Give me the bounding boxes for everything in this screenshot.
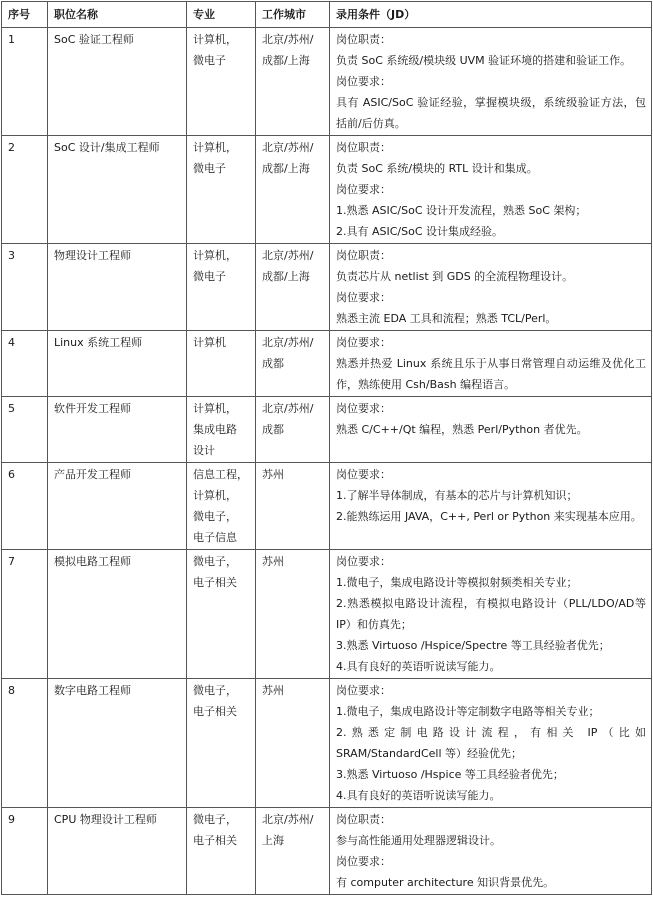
row-number: 4 [2, 331, 48, 397]
city-line: 苏州 [262, 684, 284, 697]
job-city [256, 244, 330, 331]
job-conditions [330, 136, 652, 244]
job-city [256, 397, 330, 463]
major-line: 微电子， [193, 813, 237, 826]
row-number: 3 [2, 244, 48, 331]
job-city [256, 331, 330, 397]
condition-line: 岗位要求： [336, 75, 391, 88]
major-line: 微电子， [193, 510, 237, 523]
major-line: 计算机， [193, 249, 237, 262]
table-row [2, 679, 652, 808]
condition-line: 岗位职责： [336, 249, 391, 262]
condition-line: 熟悉 C/C++/Qt 编程，熟悉 Perl/Python 者优先。 [336, 423, 588, 436]
job-major [187, 136, 256, 244]
major-line: 设计 [193, 444, 215, 457]
job-major [187, 808, 256, 895]
city-line: 北京/苏州/ [262, 336, 314, 349]
city-line: 北京/苏州/ [262, 813, 314, 826]
city-line: 北京/苏州/ [262, 33, 314, 46]
condition-line: 负责 SoC 系统级/模块级 UVM 验证环境的搭建和验证工作。 [336, 54, 632, 67]
job-table [1, 1, 652, 895]
major-line: 微电子， [193, 684, 237, 697]
major-line: 信息工程， [193, 468, 248, 481]
job-city [256, 808, 330, 895]
row-number: 2 [2, 136, 48, 244]
city-line: 苏州 [262, 468, 284, 481]
city-line: 北京/苏州/ [262, 402, 314, 415]
row-number: 7 [2, 550, 48, 679]
major-line: 计算机， [193, 141, 237, 154]
table-header-row [2, 2, 652, 28]
condition-line: 2.具有 ASIC/SoC 设计集成经验。 [336, 225, 504, 238]
table-row [2, 550, 652, 679]
major-line: 计算机， [193, 402, 237, 415]
condition-line: 1.微电子，集成电路设计等定制数字电路等相关专业； [336, 705, 600, 718]
table-row [2, 397, 652, 463]
header-major: 专业 [187, 2, 256, 28]
job-conditions [330, 331, 652, 397]
job-city [256, 550, 330, 679]
job-city [256, 463, 330, 550]
job-major [187, 331, 256, 397]
city-line: 成都/上海 [262, 54, 310, 67]
condition-line: 岗位职责： [336, 33, 391, 46]
condition-line: 岗位要求： [336, 855, 391, 868]
major-line: 电子相关 [193, 576, 237, 589]
job-conditions [330, 28, 652, 136]
job-major [187, 550, 256, 679]
job-major [187, 397, 256, 463]
job-city [256, 28, 330, 136]
job-conditions [330, 679, 652, 808]
table-row [2, 463, 652, 550]
condition-line: 1.微电子，集成电路设计等模拟射频类相关专业； [336, 576, 578, 589]
job-conditions [330, 463, 652, 550]
condition-line: 3.熟悉 Virtuoso /Hspice 等工具经验者优先； [336, 768, 564, 781]
major-line: 计算机， [193, 489, 237, 502]
condition-line: 2.熟悉定制电路设计流程，有相关 IP（比如SRAM/StandardCell 等）经验优先； [336, 726, 646, 760]
job-conditions [330, 397, 652, 463]
table-row [2, 28, 652, 136]
condition-line: 熟悉并热爱 Linux 系统且乐于从事日常管理自动运维及优化工作，熟练使用 Csh/Bash 编程语言。 [336, 357, 646, 391]
row-number: 8 [2, 679, 48, 808]
condition-line: 岗位职责： [336, 141, 391, 154]
row-number: 5 [2, 397, 48, 463]
major-line: 计算机 [193, 336, 226, 349]
condition-line: 4.具有良好的英语听说读写能力。 [336, 789, 501, 802]
job-title: 模拟电路工程师 [48, 550, 187, 679]
condition-line: 负责芯片从 netlist 到 GDS 的全流程物理设计。 [336, 270, 574, 283]
major-line: 微电子 [193, 162, 226, 175]
job-title: 产品开发工程师 [48, 463, 187, 550]
row-number: 9 [2, 808, 48, 895]
table-row [2, 244, 652, 331]
row-number: 1 [2, 28, 48, 136]
city-line: 成都/上海 [262, 162, 310, 175]
condition-line: 4.具有良好的英语听说读写能力。 [336, 660, 501, 673]
condition-line: 参与高性能通用处理器逻辑设计。 [336, 834, 501, 847]
job-major [187, 28, 256, 136]
job-title: CPU 物理设计工程师 [48, 808, 187, 895]
job-city [256, 679, 330, 808]
major-line: 电子信息 [193, 531, 237, 544]
job-conditions [330, 808, 652, 895]
job-title: SoC 验证工程师 [48, 28, 187, 136]
condition-line: 岗位职责： [336, 813, 391, 826]
condition-line: 负责 SoC 系统/模块的 RTL 设计和集成。 [336, 162, 538, 175]
condition-line: 岗位要求： [336, 291, 391, 304]
header-conditions: 录用条件（JD） [330, 2, 652, 28]
city-line: 成都 [262, 357, 284, 370]
condition-line: 岗位要求： [336, 336, 391, 349]
table-row [2, 808, 652, 895]
job-city [256, 136, 330, 244]
city-line: 北京/苏州/ [262, 141, 314, 154]
job-major [187, 463, 256, 550]
condition-line: 岗位要求： [336, 183, 391, 196]
major-line: 电子相关 [193, 834, 237, 847]
condition-line: 2.熟悉模拟电路设计流程，有模拟电路设计（PLL/LDO/AD等 IP）和仿真先； [336, 597, 646, 631]
header-city: 工作城市 [256, 2, 330, 28]
condition-line: 具有 ASIC/SoC 验证经验，掌握模块级，系统级验证方法，包括前/后仿真。 [336, 96, 646, 130]
condition-line: 岗位要求： [336, 402, 391, 415]
major-line: 微电子， [193, 555, 237, 568]
condition-line: 1.了解半导体制成，有基本的芯片与计算机知识； [336, 489, 578, 502]
row-number: 6 [2, 463, 48, 550]
job-conditions [330, 244, 652, 331]
condition-line: 2.能熟练运用 JAVA，C++, Perl or Python 来实现基本应用。 [336, 510, 642, 523]
major-line: 电子相关 [193, 705, 237, 718]
job-title: 物理设计工程师 [48, 244, 187, 331]
condition-line: 1.熟悉 ASIC/SoC 设计开发流程，熟悉 SoC 架构； [336, 204, 587, 217]
city-line: 上海 [262, 834, 284, 847]
major-line: 微电子 [193, 270, 226, 283]
job-major [187, 244, 256, 331]
condition-line: 岗位要求： [336, 555, 391, 568]
header-title: 职位名称 [48, 2, 187, 28]
table-row [2, 136, 652, 244]
condition-line: 熟悉主流 EDA 工具和流程；熟悉 TCL/Perl。 [336, 312, 557, 325]
table-row [2, 331, 652, 397]
city-line: 成都 [262, 423, 284, 436]
condition-line: 岗位要求： [336, 684, 391, 697]
job-major [187, 679, 256, 808]
major-line: 集成电路 [193, 423, 237, 436]
job-title: Linux 系统工程师 [48, 331, 187, 397]
condition-line: 有 computer architecture 知识背景优先。 [336, 876, 555, 889]
city-line: 成都/上海 [262, 270, 310, 283]
condition-line: 岗位要求： [336, 468, 391, 481]
header-no: 序号 [2, 2, 48, 28]
major-line: 计算机， [193, 33, 237, 46]
job-title: SoC 设计/集成工程师 [48, 136, 187, 244]
city-line: 北京/苏州/ [262, 249, 314, 262]
job-title: 软件开发工程师 [48, 397, 187, 463]
major-line: 微电子 [193, 54, 226, 67]
condition-line: 3.熟悉 Virtuoso /Hspice/Spectre 等工具经验者优先； [336, 639, 610, 652]
job-conditions [330, 550, 652, 679]
city-line: 苏州 [262, 555, 284, 568]
job-title: 数字电路工程师 [48, 679, 187, 808]
